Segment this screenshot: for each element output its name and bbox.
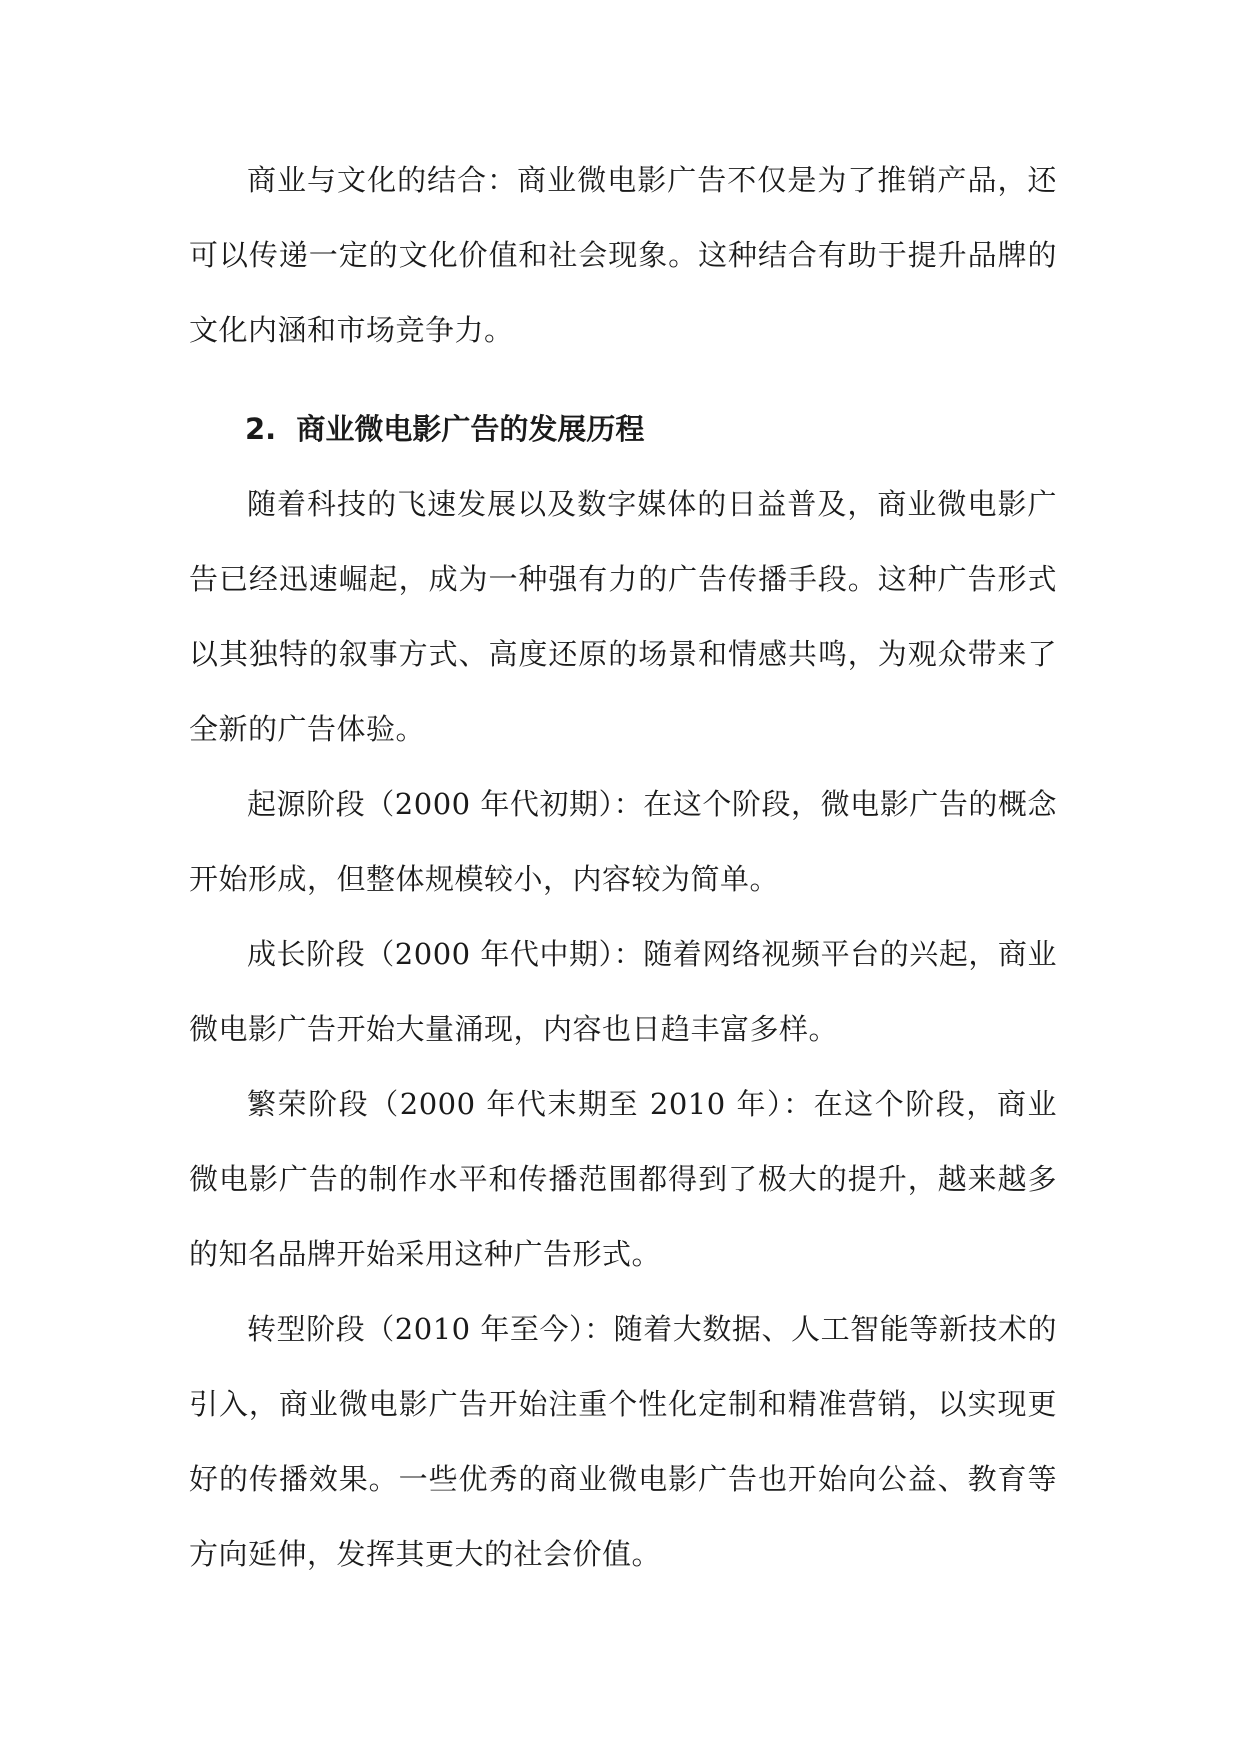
section-number: 2. (245, 412, 277, 446)
paragraph-origin-stage: 起源阶段（2000 年代初期）：在这个阶段，微电影广告的概念开始形成，但整体规模较小，内容较为简单。 (189, 787, 1057, 896)
paragraph-transformation-stage: 转型阶段（2010 年至今）：随着大数据、人工智能等新技术的引入，商业微电影广告开始注重个性化定制和精准营销，以实现更好的传播效果。一些优秀的商业微电影广告也开始向公益、教育等方向延伸，发挥其更大的社会价值。 (189, 1312, 1057, 1571)
paragraph-intro: 随着科技的飞速发展以及数字媒体的日益普及，商业微电影广告已经迅速崛起，成为一种强有力的广告传播手段。这种广告形式以其独特的叙事方式、高度还原的场景和情感共鸣，为观众带来了全新的广告体验。 (189, 487, 1057, 746)
section-heading (189, 392, 1057, 467)
paragraph-growth-stage: 成长阶段（2000 年代中期）：随着网络视频平台的兴起，商业微电影广告开始大量涌现，内容也日趋丰富多样。 (189, 937, 1057, 1046)
section-title: 商业微电影广告的发展历程 (296, 412, 645, 446)
paragraph-prosperity-stage: 繁荣阶段（2000 年代末期至 2010 年）：在这个阶段，商业微电影广告的制作水平和传播范围都得到了极大的提升，越来越多的知名品牌开始采用这种广告形式。 (189, 1087, 1057, 1271)
paragraph-commerce-culture: 商业与文化的结合：商业微电影广告不仅是为了推销产品，还可以传递一定的文化价值和社会现象。这种结合有助于提升品牌的文化内涵和市场竞争力。 (189, 163, 1057, 347)
document-body (189, 143, 1057, 1592)
